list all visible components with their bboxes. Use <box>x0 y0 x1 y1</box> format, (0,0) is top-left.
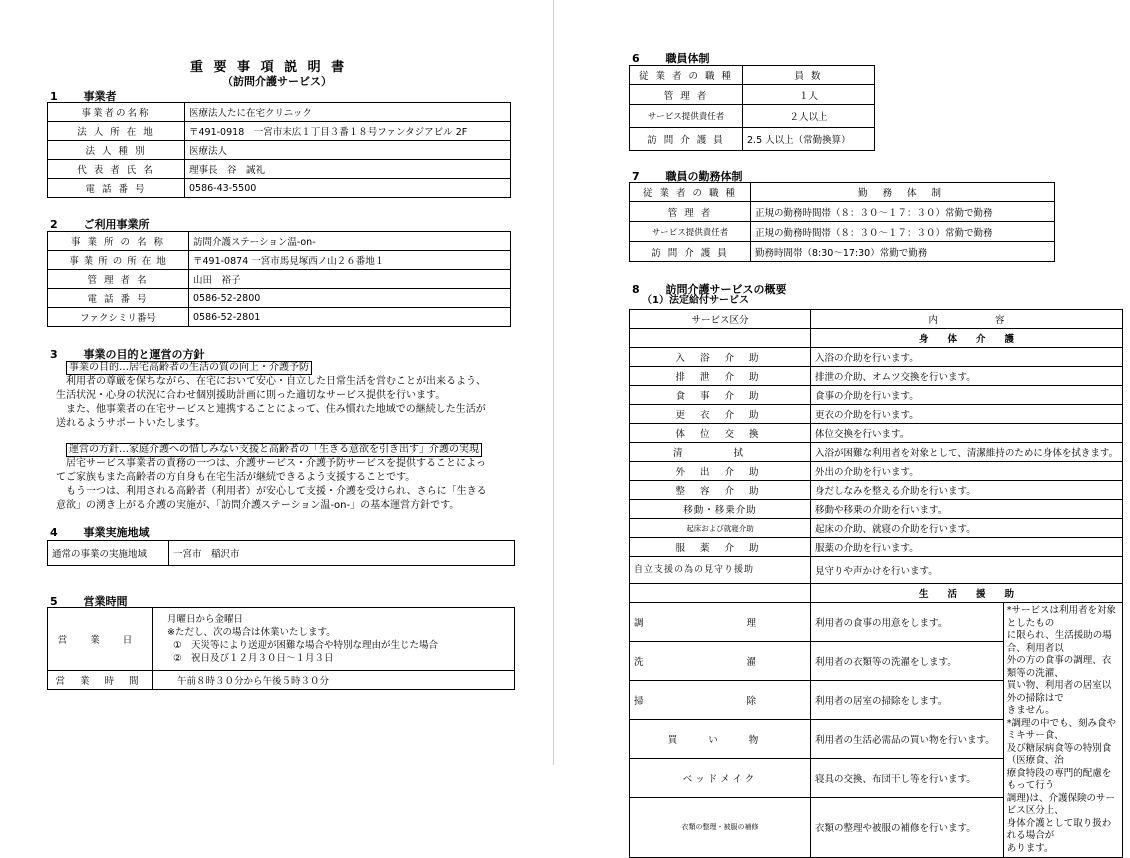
purpose-line: 送れるようサポートいたします。 <box>56 418 206 429</box>
column-header: 勤 務 体 制 <box>751 183 1055 202</box>
row-value: 一宮市 稲沢市 <box>169 541 515 566</box>
column-header: 員 数 <box>743 66 875 85</box>
table-row <box>48 141 511 160</box>
table-header-row <box>630 310 1123 329</box>
staff-table <box>629 65 875 151</box>
table-row <box>630 348 1123 367</box>
row-label: 掃 除 <box>630 680 811 719</box>
note-line: 調理)は、介護保険のサービス区分上、 <box>1006 792 1115 816</box>
right-page <box>582 0 1130 854</box>
table-row <box>630 202 1055 222</box>
row-value: 見守りや声かけを行います。 <box>811 557 1123 584</box>
section-number: 3 <box>50 348 58 361</box>
table-group-row <box>630 584 1123 603</box>
row-label: ファクシミリ番号 <box>48 308 189 327</box>
section-title: 事業者 <box>83 90 117 103</box>
office-table <box>47 231 511 327</box>
page-gap <box>553 0 583 765</box>
row-label: 更 衣 介 助 <box>630 405 811 424</box>
table-row <box>630 603 1123 642</box>
row-value: 0586-43-5500 <box>185 179 511 198</box>
row-label: 事 業 所 の 所 在 地 <box>48 251 189 270</box>
left-page <box>0 0 553 765</box>
row-value: 排泄の介助、オムツ交換を行います。 <box>811 367 1123 386</box>
section-title: 営業時間 <box>83 595 128 608</box>
row-value: 入浴の介助を行います。 <box>811 348 1123 367</box>
row-value: 医療法人たに在宅クリニック <box>185 103 511 122</box>
row-label: 食 事 介 助 <box>630 386 811 405</box>
note-line: *調理の中でも、刻み食やミキサー食、 <box>1006 717 1116 741</box>
table-row <box>630 519 1123 538</box>
row-value: 0586-52-2800 <box>189 289 511 308</box>
row-value: 衣類の整理や被服の補修を行います。 <box>811 797 1004 857</box>
row-value <box>153 608 515 671</box>
row-label: 調 理 <box>630 603 811 642</box>
policy-line: 居宅サービス事業者の責務の一つは、介護サービス・介護予防サービスを提供することによっ <box>66 458 486 469</box>
table-row <box>48 103 511 122</box>
table-row <box>630 500 1123 519</box>
note-line: 買い物、利用者の居室以外の掃除はで <box>1006 680 1112 704</box>
row-label: 営 業 時 間 <box>48 671 153 690</box>
table-row <box>48 179 511 198</box>
document-title: 重 要 事 項 説 明 書 <box>190 60 348 75</box>
row-value: 正規の勤務時間帯（８：３０～１７：３０）常勤で勤務 <box>751 202 1055 222</box>
section-title: ご利用事業所 <box>83 218 150 231</box>
row-label: 起床および就寝介助 <box>630 519 811 538</box>
row-label: 訪 問 介 護 員 <box>630 242 751 262</box>
row-label: 電 話 番 号 <box>48 289 189 308</box>
policy-title-text: 運営の方針…家庭介護への惜しみない支援と高齢者の「生きる意欲を引き出す」介護の実現 <box>66 443 482 457</box>
row-label: 衣類の整理・被服の補修 <box>630 797 811 857</box>
table-row <box>630 481 1123 500</box>
row-label: 管 理 者 <box>630 202 751 222</box>
note-line: きません。 <box>1006 705 1055 716</box>
column-header: サービス区分 <box>630 310 811 329</box>
policy-line: もう一つは、利用される高齢者（利用者）が安心して支援・介護を受けられ、さらに「生きる <box>66 486 487 497</box>
section-title: 訪問介護サービスの概要 <box>665 283 787 296</box>
row-label: 訪 問 介 護 員 <box>630 128 743 151</box>
table-row <box>630 538 1123 557</box>
note-line: 及び糖尿病食等の特別食（医療食、治 <box>1006 742 1112 766</box>
row-label: 営 業 日 <box>48 608 153 671</box>
note-line: 療食特段の専門的配慮をもって行う <box>1006 767 1112 791</box>
purpose-title <box>66 361 312 375</box>
section-title: 職員体制 <box>665 52 710 65</box>
section-number: 7 <box>632 170 640 183</box>
table-row <box>630 557 1123 584</box>
section-number: 4 <box>50 526 58 539</box>
section-title: 事業の目的と運営の方針 <box>83 348 205 361</box>
table-row <box>630 443 1123 462</box>
company-table <box>47 102 511 198</box>
table-row <box>630 405 1123 424</box>
row-value: 起床の介助、就寝の介助を行います。 <box>811 519 1123 538</box>
table-row <box>630 128 875 151</box>
row-label: 入 浴 介 助 <box>630 348 811 367</box>
table-group-row <box>630 329 1123 348</box>
row-value: 身だしなみを整える介助を行います。 <box>811 481 1123 500</box>
section-title: 事業実施地域 <box>83 526 150 539</box>
row-label: サービス提供責任者 <box>630 222 751 242</box>
shift-table <box>629 182 1055 262</box>
row-value: 寝具の交換、布団干し等を行います。 <box>811 758 1004 797</box>
table-row <box>48 541 515 566</box>
row-value: ２人以上 <box>743 105 875 128</box>
note-line: 外の方の食事の調理、衣類等の洗濯、 <box>1006 655 1112 679</box>
table-row <box>630 242 1055 262</box>
section-number: 2 <box>50 218 58 231</box>
row-label: 法 人 所 在 地 <box>48 122 185 141</box>
life-support-header: 生 活 援 助 <box>811 584 1123 603</box>
row-value: 正規の勤務時間帯（８：３０～１７：３０）常勤で勤務 <box>751 222 1055 242</box>
row-value: 医療法人 <box>185 141 511 160</box>
purpose-title-text: 事業の目的…居宅高齢者の生活の質の向上・介護予防 <box>66 361 312 375</box>
column-header: 内 容 <box>811 310 1123 329</box>
table-row <box>48 671 515 690</box>
row-label: 法 人 種 別 <box>48 141 185 160</box>
life-support-note <box>1003 603 1122 858</box>
table-row <box>630 367 1123 386</box>
row-value: 理事長 谷 誠礼 <box>185 160 511 179</box>
row-value: 訪問介護ステーション温-on- <box>189 232 511 251</box>
section-number: 6 <box>632 52 640 65</box>
row-value: １人 <box>743 85 875 105</box>
row-value: 入浴が困難な利用者を対象として、清潔維持のために身体を拭きます。 <box>811 443 1123 462</box>
column-header: 従 業 者 の 職 種 <box>630 183 751 202</box>
row-label: 移動・移乗介助 <box>630 500 811 519</box>
area-table <box>47 540 515 566</box>
table-row <box>630 424 1123 443</box>
section-number: 1 <box>50 90 58 103</box>
table-row <box>630 462 1123 481</box>
table-row <box>48 289 511 308</box>
row-label: 事業者の名称 <box>48 103 185 122</box>
row-label: 通常の事業の実施地域 <box>48 541 169 566</box>
row-label: 電 話 番 号 <box>48 179 185 198</box>
table-row <box>48 608 515 671</box>
row-value: 服薬の介助を行います。 <box>811 538 1123 557</box>
table-row <box>48 308 511 327</box>
row-value: 食事の介助を行います。 <box>811 386 1123 405</box>
row-value: 利用者の衣類等の洗濯をします。 <box>811 641 1004 680</box>
table-row <box>630 222 1055 242</box>
row-label: 清 拭 <box>630 443 811 462</box>
row-label: 外 出 介 助 <box>630 462 811 481</box>
table-row <box>630 386 1123 405</box>
purpose-line: 利用者の尊厳を保ちながら、在宅において安心・自立した日常生活を営むことが出来るよう、 <box>66 376 486 387</box>
service-table <box>629 309 1123 858</box>
section-6-heading <box>632 50 710 66</box>
section-number: 5 <box>50 595 58 608</box>
row-label: サービス提供責任者 <box>630 105 743 128</box>
section-title: 職員の勤務体制 <box>665 170 743 183</box>
row-value: 利用者の食事の用意をします。 <box>811 603 1004 642</box>
note-line: に限られ、生活援助の場合、利用者以 <box>1006 630 1112 654</box>
table-row <box>48 270 511 289</box>
section-2-heading <box>50 216 150 232</box>
row-value: 0586-52-2801 <box>189 308 511 327</box>
table-row <box>630 105 875 128</box>
purpose-line: また、他事業者の在宅サービスと連携することによって、住み慣れた地域での継続した生活が <box>66 404 486 415</box>
days-line: ① 天災等により送迎が困難な場合や特別な理由が生じた場合 <box>173 640 439 651</box>
row-label: 事 業 所 の 名 称 <box>48 232 189 251</box>
row-value: 体位交換を行います。 <box>811 424 1123 443</box>
row-label: 代 表 者 氏 名 <box>48 160 185 179</box>
table-row <box>48 232 511 251</box>
section-3-heading <box>50 346 205 362</box>
document-subtitle: （訪問介護サービス） <box>222 75 332 88</box>
table-header-row <box>630 183 1055 202</box>
note-line: 身体介護として取り扱われる場合が <box>1006 817 1112 841</box>
row-value: 〒491-0874 一宮市馬見塚西ノ山２６番地１ <box>189 251 511 270</box>
column-header: 従 業 者 の 職 種 <box>630 66 743 85</box>
table-row <box>48 251 511 270</box>
row-label: 自立支援の為の見守り援助 <box>630 557 811 584</box>
row-value: 更衣の介助を行います。 <box>811 405 1123 424</box>
table-row <box>630 85 875 105</box>
policy-line: 意欲」の湧き上がる介護の実施が、「訪問介護ステーション温-on-」の基本運営方針です。 <box>56 500 460 511</box>
row-label: 体 位 交 換 <box>630 424 811 443</box>
table-row <box>48 122 511 141</box>
policy-line: てご家族もまた高齢者の方自身も在宅生活が継続できるよう支援することです。 <box>56 472 416 483</box>
row-value: 〒491-0918 一宮市末広１丁目３番１８号ファンタジアビル 2F <box>185 122 511 141</box>
row-value: 勤務時間帯（8:30～17:30）常勤で勤務 <box>751 242 1055 262</box>
row-label: 管 理 者 名 <box>48 270 189 289</box>
note-line: *サービスは利用者を対象としたもの <box>1006 605 1116 629</box>
days-line: ※ただし、次の場合は休業いたします。 <box>167 627 336 638</box>
row-value: 山田 裕子 <box>189 270 511 289</box>
row-label: ベッドメイク <box>630 758 811 797</box>
row-label: 整 容 介 助 <box>630 481 811 500</box>
row-label: 洗 濯 <box>630 641 811 680</box>
note-line: あります。 <box>1006 842 1054 854</box>
days-line: ② 祝日及び１２月３０日～１月３日 <box>173 653 334 664</box>
row-value: 利用者の居室の掃除をします。 <box>811 680 1004 719</box>
table-row <box>48 160 511 179</box>
row-value: 利用者の生活必需品の買い物を行います。 <box>811 719 1004 758</box>
row-value: 午前８時３０分から午後５時３０分 <box>153 671 515 690</box>
section-4-heading <box>50 524 150 540</box>
policy-title <box>66 443 482 457</box>
days-line: 月曜日から金曜日 <box>167 614 244 625</box>
row-label: 排 泄 介 助 <box>630 367 811 386</box>
row-label: 管 理 者 <box>630 85 743 105</box>
row-value: 外出の介助を行います。 <box>811 462 1123 481</box>
row-label: 買 い 物 <box>630 719 811 758</box>
section-number: 8 <box>632 283 640 296</box>
subsection-title: （1）法定給付サービス <box>642 295 749 306</box>
row-value: 2.5 人以上（常勤換算） <box>743 128 875 151</box>
table-header-row <box>630 66 875 85</box>
purpose-line: 生活状況・心身の状況に合わせ個別援助計画に則った適切なサービス提供を行います。 <box>56 390 446 401</box>
hours-table <box>47 607 515 690</box>
row-value: 移動や移乗の介助を行います。 <box>811 500 1123 519</box>
row-label: 服 薬 介 助 <box>630 538 811 557</box>
physical-care-header: 身 体 介 護 <box>811 329 1123 348</box>
